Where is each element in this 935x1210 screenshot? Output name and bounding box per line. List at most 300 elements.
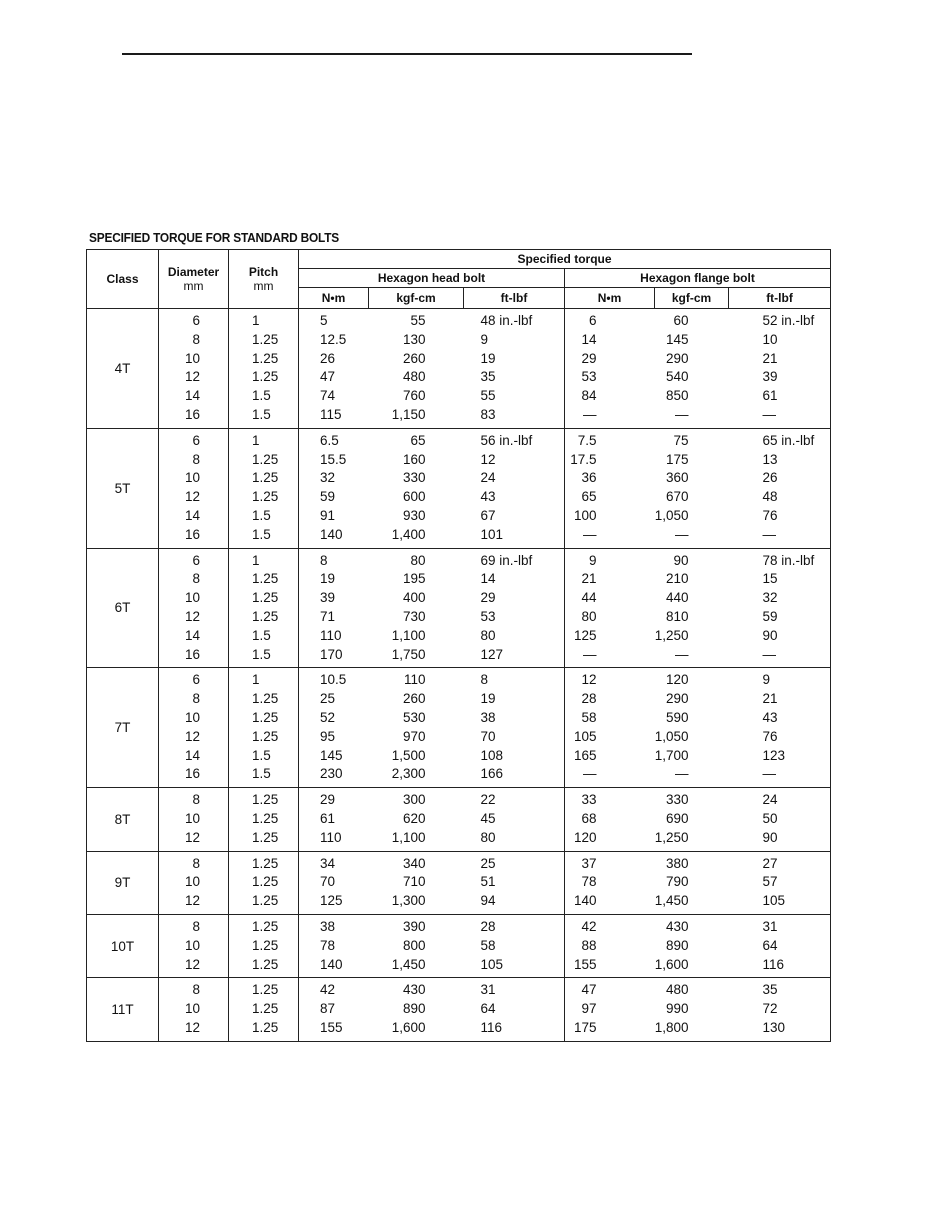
head-kgf-value: 600 bbox=[402, 489, 426, 505]
diameter-column bbox=[159, 548, 229, 668]
head-ftlbf-value: 56 in.-lbf bbox=[480, 432, 533, 448]
diameter-value: 12 bbox=[184, 956, 200, 972]
class-group-row bbox=[87, 428, 831, 548]
head-kgf-value: 65 bbox=[410, 432, 426, 448]
head-ftlbf-value: 28 bbox=[480, 918, 496, 934]
diameter-value: 16 bbox=[184, 526, 200, 542]
pitch-value: 1.25 bbox=[252, 590, 279, 606]
head-ftlbf-value: 51 bbox=[480, 874, 496, 890]
flange-kgf-value: 540 bbox=[665, 369, 689, 385]
flange-kgf-value: 210 bbox=[665, 571, 689, 587]
flange-kgf-value: 990 bbox=[665, 1001, 689, 1017]
pitch-value: 1.25 bbox=[252, 829, 279, 845]
flange-ftlbf-value: 43 bbox=[762, 709, 778, 725]
flange-nm-column bbox=[565, 788, 655, 851]
head-kgf-value: 110 bbox=[403, 672, 426, 688]
head-ftlbf-value: 166 bbox=[480, 766, 504, 782]
top-rule bbox=[122, 53, 692, 55]
flange-nm-column bbox=[565, 978, 655, 1041]
head-ftlbf-column bbox=[464, 309, 565, 429]
class-label: 7T bbox=[87, 668, 159, 788]
head-kgf-value: 2,300 bbox=[391, 766, 426, 782]
flange-ftlbf-value: 13 bbox=[762, 451, 778, 467]
flange-ftlbf-value: 90 bbox=[762, 627, 778, 643]
pitch-value: 1.25 bbox=[252, 571, 279, 587]
flange-nm-value: — bbox=[583, 646, 597, 662]
diameter-column bbox=[159, 788, 229, 851]
flange-ftlbf-value: 116 bbox=[762, 956, 785, 972]
head-ftlbf-value: 116 bbox=[480, 1019, 503, 1035]
flange-kgf-value: 290 bbox=[665, 350, 689, 366]
head-kgf-value: 1,100 bbox=[391, 829, 426, 845]
flange-nm-column bbox=[565, 548, 655, 668]
flange-nm-value: 84 bbox=[581, 388, 597, 404]
diameter-column bbox=[159, 428, 229, 548]
flange-ftlbf-column bbox=[729, 428, 831, 548]
diameter-value: 16 bbox=[184, 646, 200, 662]
pitch-value: 1.25 bbox=[252, 451, 279, 467]
diameter-value: 16 bbox=[184, 766, 200, 782]
head-nm-value: 12.5 bbox=[320, 331, 347, 347]
flange-ftlbf-column bbox=[729, 309, 831, 429]
head-nm-value: 38 bbox=[320, 918, 336, 934]
flange-ftlbf-value: 76 bbox=[762, 507, 778, 523]
head-kgf-value: 300 bbox=[402, 792, 426, 808]
diameter-value: 8 bbox=[192, 792, 200, 808]
flange-kgf-value: 590 bbox=[665, 709, 689, 725]
flange-nm-value: 14 bbox=[581, 331, 597, 347]
pitch-column bbox=[229, 668, 299, 788]
flange-nm-value: 33 bbox=[581, 792, 597, 808]
flange-nm-value: 37 bbox=[581, 855, 597, 871]
head-kgf-value: 710 bbox=[402, 874, 426, 890]
head-ftlbf-value: 101 bbox=[480, 526, 504, 542]
head-nm-value: 61 bbox=[320, 810, 336, 826]
flange-ftlbf-value: 130 bbox=[762, 1019, 786, 1035]
head-kgf-value: 340 bbox=[402, 855, 426, 871]
pitch-value: 1.25 bbox=[252, 937, 279, 953]
flange-kgf-column bbox=[655, 851, 729, 914]
pitch-value: 1.25 bbox=[252, 982, 279, 998]
flange-kgf-value: 175 bbox=[665, 451, 689, 467]
flange-nm-value: 29 bbox=[581, 350, 597, 366]
pitch-column bbox=[229, 788, 299, 851]
flange-nm-column bbox=[565, 851, 655, 914]
pitch-value: 1.25 bbox=[252, 608, 279, 624]
class-group-row bbox=[87, 851, 831, 914]
head-kgf-value: 80 bbox=[410, 552, 426, 568]
flange-nm-value: 12 bbox=[581, 672, 597, 688]
pitch-column bbox=[229, 914, 299, 977]
flange-kgf-value: 690 bbox=[665, 810, 689, 826]
flange-ftlbf-value: 52 in.-lbf bbox=[762, 313, 815, 328]
head-ftlbf-value: 64 bbox=[480, 1001, 496, 1017]
flange-ftlbf-column bbox=[729, 978, 831, 1041]
head-kgf-value: 1,750 bbox=[391, 646, 426, 662]
flange-ftlbf-column bbox=[729, 548, 831, 668]
head-nm-value: 15.5 bbox=[320, 451, 347, 467]
head-nm-column bbox=[299, 788, 369, 851]
diameter-value: 10 bbox=[184, 1001, 200, 1017]
head-kgf-value: 1,150 bbox=[391, 406, 426, 422]
diameter-value: 12 bbox=[184, 1019, 200, 1035]
flange-kgf-value: 145 bbox=[665, 331, 689, 347]
head-ftlbf-value: 24 bbox=[480, 470, 496, 486]
flange-ftlbf-value: — bbox=[762, 406, 776, 422]
pitch-column bbox=[229, 548, 299, 668]
head-ftlbf-value: 80 bbox=[480, 829, 496, 845]
pitch-value: 1.5 bbox=[252, 766, 271, 782]
pitch-value: 1.5 bbox=[252, 747, 271, 763]
head-kgf-value: 530 bbox=[402, 709, 426, 725]
pitch-column bbox=[229, 978, 299, 1041]
head-nm-column bbox=[299, 914, 369, 977]
diameter-value: 10 bbox=[184, 470, 200, 486]
pitch-value: 1.25 bbox=[252, 1019, 279, 1035]
diameter-value: 12 bbox=[184, 829, 200, 845]
flange-kgf-value: 120 bbox=[665, 672, 689, 688]
head-nm-value: 155 bbox=[320, 1019, 343, 1035]
flange-kgf-value: 290 bbox=[665, 691, 689, 707]
flange-ftlbf-value: 21 bbox=[762, 691, 778, 707]
header-ftlbf: ft-lbf bbox=[464, 288, 565, 309]
header-pitch-unit: mm bbox=[253, 279, 274, 293]
head-ftlbf-value: 105 bbox=[480, 956, 504, 972]
flange-nm-value: 140 bbox=[573, 893, 597, 909]
header-flange-kgf: kgf-cm bbox=[655, 288, 729, 309]
diameter-value: 8 bbox=[192, 855, 200, 871]
flange-kgf-column bbox=[655, 914, 729, 977]
diameter-column bbox=[159, 851, 229, 914]
head-nm-value: 71 bbox=[320, 608, 336, 624]
head-nm-value: 5 bbox=[320, 313, 328, 328]
flange-kgf-value: — bbox=[675, 646, 689, 662]
head-nm-value: 32 bbox=[320, 470, 336, 486]
flange-ftlbf-column bbox=[729, 851, 831, 914]
flange-nm-value: 28 bbox=[581, 691, 597, 707]
head-nm-column bbox=[299, 978, 369, 1041]
flange-ftlbf-value: 50 bbox=[762, 810, 778, 826]
class-label: 11T bbox=[87, 978, 159, 1041]
flange-nm-column bbox=[565, 914, 655, 977]
pitch-value: 1.25 bbox=[252, 369, 279, 385]
flange-nm-column bbox=[565, 309, 655, 429]
diameter-value: 12 bbox=[184, 728, 200, 744]
flange-nm-value: 47 bbox=[581, 982, 597, 998]
flange-kgf-value: 1,250 bbox=[654, 627, 689, 643]
flange-kgf-value: 790 bbox=[665, 874, 689, 890]
flange-nm-value: 78 bbox=[581, 874, 597, 890]
head-nm-value: 42 bbox=[320, 982, 336, 998]
diameter-value: 14 bbox=[184, 507, 200, 523]
flange-nm-value: — bbox=[583, 406, 597, 422]
header-kgf: kgf-cm bbox=[369, 288, 464, 309]
head-nm-value: 34 bbox=[320, 855, 336, 871]
head-nm-value: 25 bbox=[320, 691, 336, 707]
flange-ftlbf-value: 39 bbox=[762, 369, 778, 385]
diameter-value: 6 bbox=[192, 432, 200, 448]
flange-ftlbf-value: 9 bbox=[762, 672, 771, 688]
pitch-column bbox=[229, 851, 299, 914]
head-kgf-value: 330 bbox=[402, 470, 426, 486]
head-nm-column bbox=[299, 548, 369, 668]
class-group-row bbox=[87, 788, 831, 851]
flange-ftlbf-value: 105 bbox=[762, 893, 786, 909]
diameter-value: 10 bbox=[184, 590, 200, 606]
flange-ftlbf-value: — bbox=[762, 766, 776, 782]
head-ftlbf-value: 31 bbox=[480, 982, 496, 998]
class-group-row bbox=[87, 548, 831, 668]
flange-kgf-value: 60 bbox=[673, 313, 689, 328]
head-kgf-value: 195 bbox=[402, 571, 426, 587]
pitch-value: 1.25 bbox=[252, 350, 279, 366]
diameter-value: 10 bbox=[184, 874, 200, 890]
head-nm-value: 110 bbox=[320, 829, 342, 845]
flange-kgf-value: 90 bbox=[673, 552, 689, 568]
head-kgf-column bbox=[369, 309, 464, 429]
flange-nm-value: 44 bbox=[581, 590, 597, 606]
flange-ftlbf-value: 26 bbox=[762, 470, 778, 486]
diameter-value: 14 bbox=[184, 747, 200, 763]
head-kgf-column bbox=[369, 668, 464, 788]
header-class: Class bbox=[87, 250, 159, 309]
head-nm-value: 91 bbox=[320, 507, 336, 523]
flange-ftlbf-value: 72 bbox=[762, 1001, 778, 1017]
flange-nm-value: 105 bbox=[573, 728, 597, 744]
flange-kgf-value: 380 bbox=[665, 855, 689, 871]
head-ftlbf-value: 45 bbox=[480, 810, 496, 826]
flange-nm-value: 65 bbox=[581, 489, 597, 505]
flange-kgf-value: 440 bbox=[665, 590, 689, 606]
head-nm-value: 115 bbox=[320, 406, 342, 422]
head-ftlbf-value: 43 bbox=[480, 489, 496, 505]
head-kgf-value: 760 bbox=[402, 388, 426, 404]
diameter-value: 12 bbox=[184, 489, 200, 505]
header-diameter-unit: mm bbox=[183, 279, 204, 293]
head-ftlbf-value: 58 bbox=[480, 937, 496, 953]
diameter-value: 8 bbox=[192, 691, 200, 707]
flange-nm-value: 36 bbox=[581, 470, 597, 486]
flange-ftlbf-value: 64 bbox=[762, 937, 778, 953]
class-group-row bbox=[87, 978, 831, 1041]
header-pitch-label: Pitch bbox=[248, 265, 279, 279]
class-group-row bbox=[87, 668, 831, 788]
diameter-column bbox=[159, 668, 229, 788]
pitch-value: 1.25 bbox=[252, 792, 279, 808]
flange-ftlbf-value: 76 bbox=[762, 728, 778, 744]
diameter-value: 6 bbox=[192, 672, 200, 688]
head-ftlbf-column bbox=[464, 978, 565, 1041]
head-nm-value: 87 bbox=[320, 1001, 336, 1017]
head-kgf-column bbox=[369, 851, 464, 914]
flange-ftlbf-column bbox=[729, 668, 831, 788]
head-ftlbf-value: 38 bbox=[480, 709, 496, 725]
pitch-value: 1.25 bbox=[252, 728, 279, 744]
diameter-value: 16 bbox=[184, 406, 200, 422]
head-ftlbf-column bbox=[464, 788, 565, 851]
pitch-value: 1.25 bbox=[252, 489, 279, 505]
head-nm-value: 52 bbox=[320, 709, 336, 725]
head-nm-column bbox=[299, 851, 369, 914]
class-group-row bbox=[87, 914, 831, 977]
flange-ftlbf-value: 32 bbox=[762, 590, 778, 606]
head-kgf-value: 620 bbox=[402, 810, 426, 826]
head-ftlbf-value: 14 bbox=[480, 571, 496, 587]
pitch-value: 1.25 bbox=[252, 691, 279, 707]
diameter-value: 14 bbox=[184, 388, 200, 404]
flange-kgf-value: 890 bbox=[665, 937, 689, 953]
flange-ftlbf-value: 78 in.-lbf bbox=[762, 552, 815, 568]
pitch-value: 1.25 bbox=[252, 893, 279, 909]
pitch-column bbox=[229, 309, 299, 429]
flange-kgf-value: 1,450 bbox=[654, 893, 689, 909]
flange-ftlbf-value: — bbox=[762, 646, 776, 662]
head-kgf-value: 1,600 bbox=[391, 1019, 426, 1035]
flange-nm-value: 7.5 bbox=[577, 432, 597, 448]
flange-kgf-value: 1,600 bbox=[654, 956, 689, 972]
flange-kgf-value: 1,050 bbox=[654, 507, 689, 523]
diameter-value: 14 bbox=[184, 627, 200, 643]
flange-nm-value: 120 bbox=[573, 829, 597, 845]
flange-nm-value: 125 bbox=[573, 627, 597, 643]
head-ftlbf-value: 25 bbox=[480, 855, 496, 871]
class-label: 8T bbox=[87, 788, 159, 851]
pitch-value: 1 bbox=[252, 672, 260, 688]
flange-nm-value: 97 bbox=[581, 1001, 597, 1017]
head-kgf-value: 1,300 bbox=[391, 893, 426, 909]
head-kgf-value: 1,450 bbox=[391, 956, 426, 972]
pitch-value: 1.25 bbox=[252, 1001, 279, 1017]
header-diameter bbox=[159, 250, 229, 309]
header-diameter-label: Diameter bbox=[167, 265, 220, 279]
head-ftlbf-column bbox=[464, 428, 565, 548]
class-label: 9T bbox=[87, 851, 159, 914]
head-ftlbf-column bbox=[464, 668, 565, 788]
head-kgf-column bbox=[369, 788, 464, 851]
diameter-value: 8 bbox=[192, 982, 200, 998]
flange-ftlbf-value: 21 bbox=[762, 350, 778, 366]
head-nm-value: 47 bbox=[320, 369, 336, 385]
diameter-value: 8 bbox=[192, 571, 200, 587]
flange-nm-value: 9 bbox=[588, 552, 597, 568]
head-kgf-value: 1,500 bbox=[391, 747, 426, 763]
head-kgf-value: 130 bbox=[402, 331, 426, 347]
flange-kgf-column bbox=[655, 668, 729, 788]
head-ftlbf-value: 22 bbox=[480, 792, 496, 808]
pitch-value: 1.25 bbox=[252, 874, 279, 890]
head-kgf-value: 800 bbox=[402, 937, 426, 953]
head-kgf-value: 430 bbox=[402, 982, 426, 998]
diameter-value: 10 bbox=[184, 350, 200, 366]
diameter-value: 8 bbox=[192, 918, 200, 934]
head-kgf-column bbox=[369, 428, 464, 548]
flange-kgf-value: 810 bbox=[665, 608, 689, 624]
head-ftlbf-column bbox=[464, 914, 565, 977]
head-kgf-value: 390 bbox=[402, 918, 426, 934]
flange-nm-value: 58 bbox=[581, 709, 597, 725]
flange-nm-value: 88 bbox=[581, 937, 597, 953]
head-nm-value: 26 bbox=[320, 350, 336, 366]
flange-kgf-column bbox=[655, 788, 729, 851]
flange-kgf-value: 75 bbox=[673, 432, 689, 448]
head-nm-value: 39 bbox=[320, 590, 336, 606]
head-ftlbf-value: 80 bbox=[480, 627, 496, 643]
head-nm-value: 74 bbox=[320, 388, 336, 404]
head-ftlbf-column bbox=[464, 548, 565, 668]
head-nm-value: 110 bbox=[320, 627, 342, 643]
diameter-value: 8 bbox=[192, 451, 200, 467]
flange-kgf-column bbox=[655, 978, 729, 1041]
flange-kgf-value: 360 bbox=[665, 470, 689, 486]
flange-ftlbf-value: 65 in.-lbf bbox=[762, 432, 815, 448]
header-flange-ftlbf: ft-lbf bbox=[729, 288, 831, 309]
head-ftlbf-value: 12 bbox=[480, 451, 496, 467]
diameter-value: 10 bbox=[184, 937, 200, 953]
diameter-column bbox=[159, 978, 229, 1041]
flange-nm-value: — bbox=[583, 766, 597, 782]
header-flange-nm: N•m bbox=[565, 288, 655, 309]
header-hex-flange: Hexagon flange bolt bbox=[565, 269, 831, 288]
flange-kgf-value: — bbox=[675, 406, 689, 422]
pitch-value: 1.5 bbox=[252, 627, 271, 643]
head-ftlbf-value: 9 bbox=[480, 331, 489, 347]
flange-ftlbf-column bbox=[729, 788, 831, 851]
flange-kgf-value: — bbox=[675, 526, 689, 542]
flange-nm-value: 21 bbox=[581, 571, 597, 587]
head-nm-value: 59 bbox=[320, 489, 336, 505]
head-kgf-column bbox=[369, 548, 464, 668]
head-kgf-value: 260 bbox=[402, 350, 426, 366]
pitch-value: 1 bbox=[252, 432, 260, 448]
class-label: 6T bbox=[87, 548, 159, 668]
flange-kgf-value: — bbox=[675, 766, 689, 782]
flange-kgf-value: 430 bbox=[665, 918, 689, 934]
diameter-value: 12 bbox=[184, 893, 200, 909]
head-ftlbf-value: 108 bbox=[480, 747, 504, 763]
head-nm-value: 10.5 bbox=[320, 672, 347, 688]
flange-ftlbf-value: 59 bbox=[762, 608, 778, 624]
head-kgf-column bbox=[369, 978, 464, 1041]
head-nm-value: 125 bbox=[320, 893, 343, 909]
pitch-value: 1.25 bbox=[252, 331, 279, 347]
flange-ftlbf-value: 27 bbox=[762, 855, 778, 871]
flange-nm-value: — bbox=[583, 526, 597, 542]
head-ftlbf-value: 94 bbox=[480, 893, 496, 909]
flange-ftlbf-value: — bbox=[762, 526, 776, 542]
pitch-value: 1.25 bbox=[252, 810, 279, 826]
pitch-value: 1.5 bbox=[252, 646, 271, 662]
header-specified-torque: Specified torque bbox=[299, 250, 831, 269]
flange-ftlbf-value: 15 bbox=[762, 571, 778, 587]
head-nm-value: 230 bbox=[320, 766, 343, 782]
head-ftlbf-value: 48 in.-lbf bbox=[480, 313, 533, 328]
flange-ftlbf-value: 31 bbox=[762, 918, 778, 934]
head-kgf-value: 1,100 bbox=[391, 627, 426, 643]
class-group-row bbox=[87, 309, 831, 429]
diameter-column bbox=[159, 914, 229, 977]
header-nm: N•m bbox=[299, 288, 369, 309]
pitch-value: 1.25 bbox=[252, 956, 279, 972]
flange-ftlbf-value: 123 bbox=[762, 747, 786, 763]
head-nm-column bbox=[299, 309, 369, 429]
head-ftlbf-value: 19 bbox=[480, 691, 496, 707]
head-nm-value: 140 bbox=[320, 526, 343, 542]
head-kgf-value: 970 bbox=[402, 728, 426, 744]
head-nm-value: 8 bbox=[320, 552, 328, 568]
head-kgf-value: 480 bbox=[402, 369, 426, 385]
pitch-value: 1 bbox=[252, 552, 260, 568]
flange-kgf-column bbox=[655, 548, 729, 668]
